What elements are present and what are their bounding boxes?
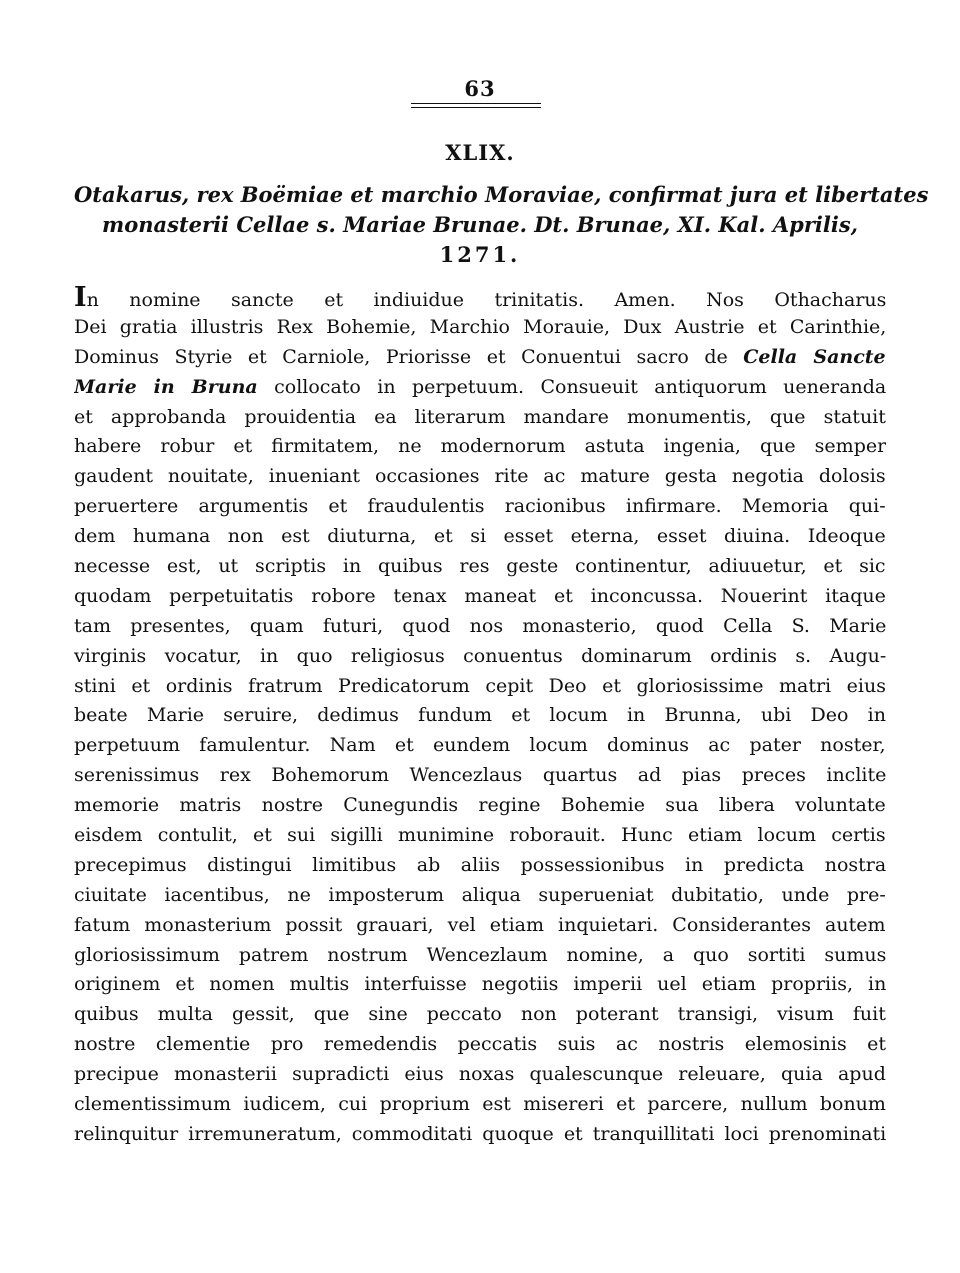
body-line: gaudent nouitate, inueniant occasiones rite ac mature gesta negotia dolosis — [74, 465, 886, 488]
body-line: quibus multa gessit, que sine peccato non poterant transigi, visum fuit — [74, 1003, 886, 1026]
body-line: virginis vocatur, in quo religiosus conuentus dominarum ordinis s. Augu- — [74, 644, 886, 667]
heading-line-2: monasterii Cellae s. Mariae Brunae. Dt. Brunae, XI. Kal. Aprilis, — [102, 212, 858, 237]
body-line: In nomine sancte et indiuidue trinitatis. Amen. Nos Othacharus — [74, 283, 886, 313]
body-line: precipue monasterii supradicti eius noxas qualescunque releuare, quia apud — [74, 1063, 886, 1086]
body-line: dem humana non est diuturna, et si esset eterna, esset diuina. Ideoque — [74, 525, 886, 548]
body-line: memorie matris nostre Cunegundis regine Bohemie sua libera voluntate — [74, 794, 886, 817]
body-line: Dei gratia illustris Rex Bohemie, Marchio Morauie, Dux Austrie et Carinthie, — [74, 315, 886, 338]
body-line: beate Marie seruire, dedimus fundum et locum in Brunna, ubi Deo in — [74, 704, 886, 727]
body-line: clementissimum iudicem, cui proprium est misereri et parcere, nullum bonum — [74, 1093, 886, 1116]
body-line: peruertere argumentis et fraudulentis racionibus infirmare. Memoria qui- — [74, 495, 886, 518]
body-line: eisdem contulit, et sui sigilli munimine roborauit. Hunc etiam locum certis — [74, 824, 886, 847]
heading-line-1: Otakarus, rex Boëmiae et marchio Moraviae, confirmat jura et libertates — [74, 182, 929, 207]
body-line: perpetuum famulentur. Nam et eundem locum dominus ac pater noster, — [74, 734, 886, 757]
body-line: tam presentes, quam futuri, quod nos monasterio, quod Cella S. Marie — [74, 614, 886, 637]
body-line: Marie in Bruna collocato in perpetuum. Consueuit antiquorum ueneranda — [74, 375, 886, 398]
body-line: stini et ordinis fratrum Predicatorum cepit Deo et gloriosissime matri eius — [74, 674, 886, 697]
body-line: precepimus distingui limitibus ab aliis possessionibus in predicta nostra — [74, 853, 886, 876]
body-line: gloriosissimum patrem nostrum Wencezlaum nomine, a quo sortiti sumus — [74, 943, 886, 966]
page-number: 63 — [464, 76, 496, 101]
header-rule-bottom — [411, 107, 541, 108]
document-heading — [74, 180, 929, 270]
body-line: originem et nomen multis interfuisse negotiis imperii uel etiam propriis, in — [74, 973, 886, 996]
body-line: Dominus Styrie et Carniole, Priorisse et Conuentui sacro de Cella Sancte — [74, 345, 886, 368]
body-line: quodam perpetuitatis robore tenax maneat et inconcussa. Nouerint itaque — [74, 584, 886, 607]
body-line: habere robur et firmitatem, ne modernorum astuta ingenia, que semper — [74, 435, 886, 458]
body-line: necesse est, ut scriptis in quibus res geste continentur, adiuuetur, et sic — [74, 555, 886, 578]
body-line: fatum monasterium possit grauari, vel etiam inquietari. Considerantes autem — [74, 913, 886, 936]
body-line: relinquitur irremuneratum, commoditati quoque et tranquillitati loci prenominati — [74, 1122, 886, 1145]
body-line: nostre clementie pro remedendis peccatis suis ac nostris elemosinis et — [74, 1033, 886, 1056]
header-rule-top — [411, 103, 541, 104]
italic-place-name: Cella Sancte — [743, 345, 886, 368]
body-line: serenissimus rex Bohemorum Wencezlaus quartus ad pias preces inclite — [74, 764, 886, 787]
document-number: XLIX. — [445, 140, 515, 165]
body-line: ciuitate iacentibus, ne imposterum aliqua superueniat dubitatio, unde pre- — [74, 883, 886, 906]
italic-place-name: Marie in Bruna — [74, 375, 258, 398]
drop-initial: I — [74, 283, 87, 313]
body-line: et approbanda prouidentia ea literarum mandare monumentis, que statuit — [74, 405, 886, 428]
heading-year: 1271. — [439, 242, 521, 267]
body-text — [74, 283, 886, 1150]
